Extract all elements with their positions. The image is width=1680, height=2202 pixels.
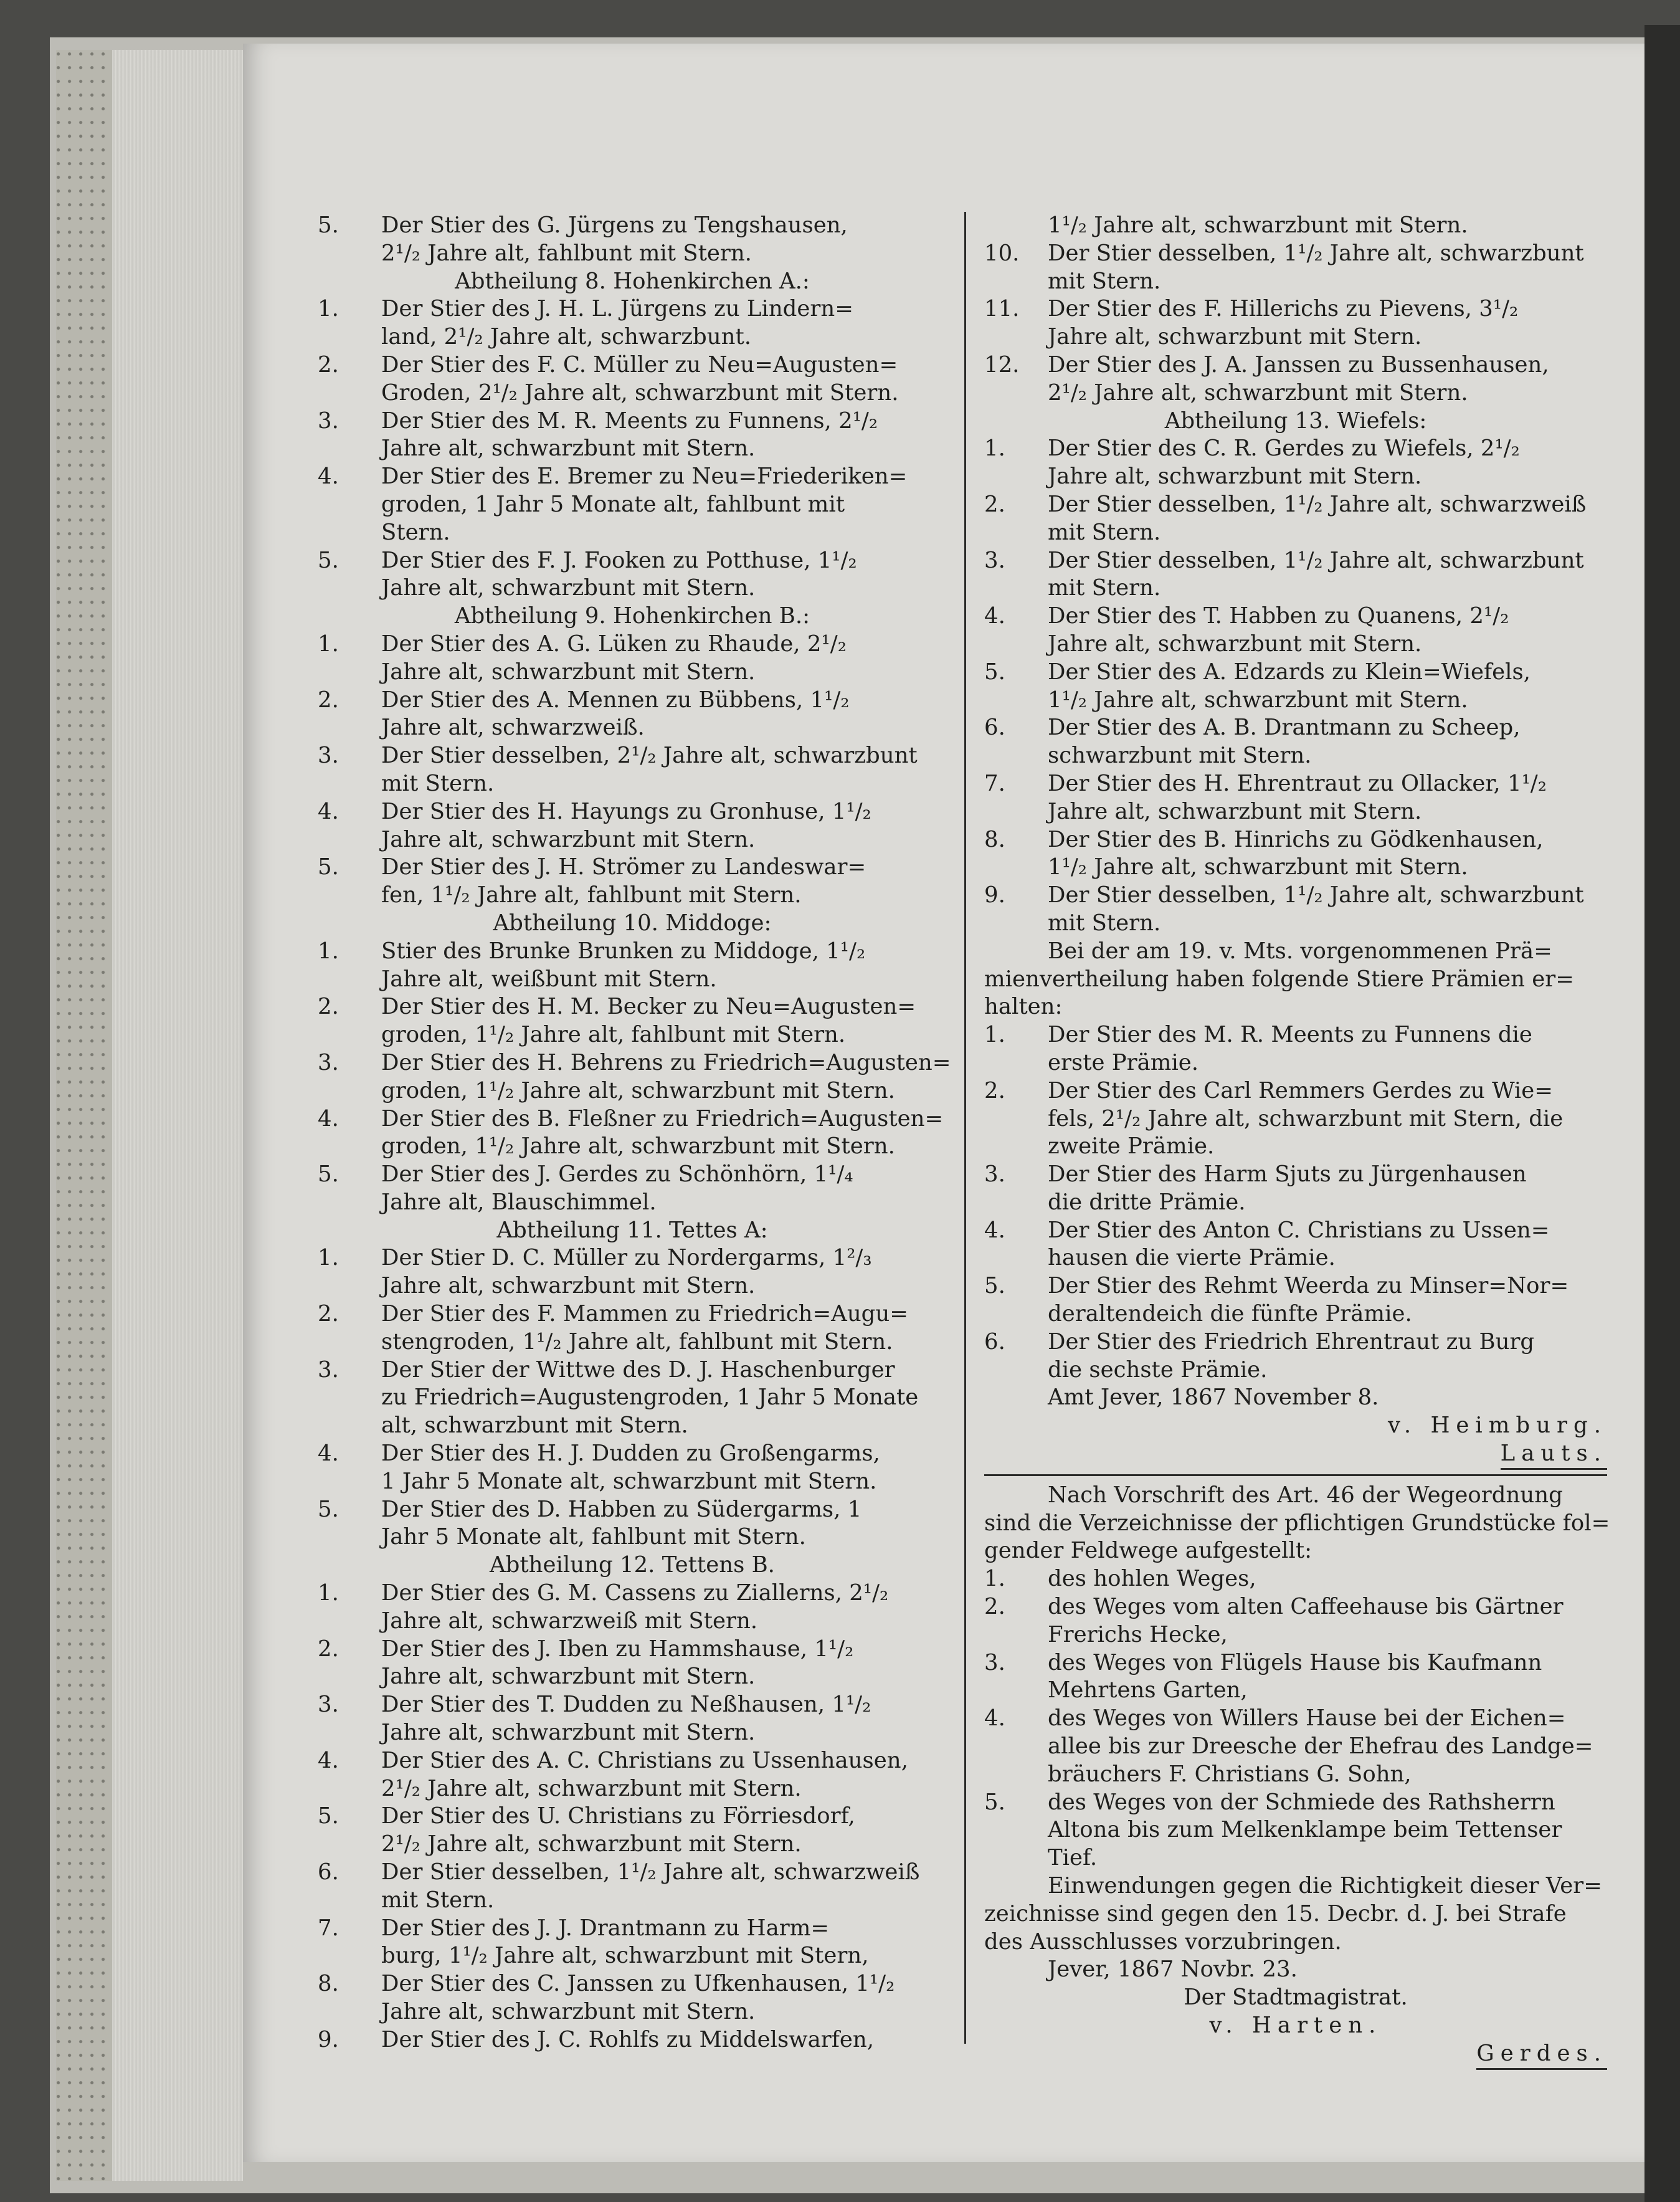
list-item: [984, 1161, 1607, 1189]
list-item: [984, 1789, 1607, 1817]
line-continuation: mit Stern.: [381, 770, 495, 796]
item-text: Der Stier des M. R. Meents zu Funnens, 2¹/₂: [381, 408, 878, 434]
item-text: Der Stier des Anton C. Christians zu Ussen=: [1048, 1217, 1550, 1243]
signature: v. Harten.: [1209, 2013, 1382, 2038]
item-text: Der Stier des D. Habben zu Südergarms, 1: [381, 1496, 862, 1522]
item-text: des Weges von Flügels Hause bis Kaufmann: [1048, 1649, 1542, 1675]
line-continuation: 1¹/₂ Jahre alt, schwarzbunt mit Stern.: [1048, 854, 1468, 880]
list-item: [318, 1300, 947, 1328]
item-number: 4.: [318, 1105, 339, 1132]
item-text: Der Stier des A. B. Drantmann zu Scheep,: [1048, 715, 1521, 741]
item-number: 2.: [984, 1077, 1005, 1103]
line-continuation: groden, 1¹/₂ Jahre alt, schwarzbunt mit Stern.: [381, 1077, 895, 1103]
line-continuation: Jahre alt, schwarzbunt mit Stern.: [381, 1664, 756, 1690]
item-text: Der Stier des B. Fleßner zu Friedrich=Augusten=: [381, 1105, 944, 1132]
item-number: 1.: [318, 631, 339, 657]
item-text: Der Stier des J. J. Drantmann zu Harm=: [381, 1915, 830, 1941]
line-continuation: Jahre alt, schwarzbunt mit Stern.: [1048, 631, 1422, 657]
paragraph-line: Bei der am 19. v. Mts. vorgenommenen Prä=: [1048, 938, 1552, 964]
item-number: 7.: [984, 770, 1005, 796]
item-text: Der Stier desselben, 1¹/₂ Jahre alt, schwarzbunt: [1048, 240, 1584, 266]
item-text: des Weges von Willers Hause bei der Eichen=: [1048, 1705, 1566, 1732]
item-text: Der Stier des J. H. L. Jürgens zu Lindern=: [381, 296, 853, 322]
line-continuation: burg, 1¹/₂ Jahre alt, schwarzbunt mit Stern,: [381, 1943, 869, 1969]
list-item: [318, 1859, 947, 1887]
list-item: [318, 1970, 947, 1998]
line-continuation: 1¹/₂ Jahre alt, schwarzbunt mit Stern.: [1048, 212, 1468, 238]
item-text: Stier des Brunke Brunken zu Middoge, 1¹/₂: [381, 938, 866, 964]
line-continuation: Jahre alt, schwarzbunt mit Stern.: [1048, 798, 1422, 824]
item-number: 5.: [318, 854, 339, 880]
item-number: 4.: [984, 1705, 1005, 1732]
item-text: Der Stier des F. C. Müller zu Neu=Augusten=: [381, 351, 898, 378]
item-number: 4.: [318, 1441, 339, 1467]
list-item: [318, 938, 947, 966]
list-item: [984, 295, 1607, 323]
list-item: [318, 1803, 947, 1831]
line-continuation: mit Stern.: [1048, 575, 1161, 601]
item-number: 2.: [318, 994, 339, 1020]
line-continuation: schwarzbunt mit Stern.: [1048, 743, 1312, 769]
item-text: Der Stier des J. A. Janssen zu Bussenhausen,: [1048, 351, 1549, 378]
item-number: 12.: [984, 351, 1020, 378]
list-item: [984, 1565, 1607, 1593]
item-number: 10.: [984, 240, 1020, 266]
line-continuation: mit Stern.: [1048, 910, 1161, 936]
item-text: Der Stier des F. Hillerichs zu Pievens, 3¹/₂: [1048, 296, 1519, 322]
item-text: Der Stier D. C. Müller zu Nordergarms, 1²/₃: [381, 1245, 872, 1271]
line-continuation: Jahre alt, Blauschimmel.: [381, 1189, 657, 1215]
line-continuation: Jahre alt, schwarzbunt mit Stern.: [381, 826, 756, 852]
list-item: [984, 1705, 1607, 1733]
authority-line: Der Stadtmagistrat.: [1184, 1985, 1408, 2011]
item-text: Der Stier des J. Gerdes zu Schönhörn, 1¹/₄: [381, 1161, 853, 1188]
list-item: [318, 1161, 947, 1189]
item-text: Der Stier des A. C. Christians zu Ussenhausen,: [381, 1747, 908, 1773]
list-item: [984, 240, 1607, 268]
section-heading: Abtheilung 13. Wiefels:: [1164, 408, 1427, 434]
line-continuation: 1¹/₂ Jahre alt, schwarzbunt mit Stern.: [1048, 687, 1468, 713]
section-heading: Abtheilung 12. Tettens B.: [490, 1552, 775, 1578]
item-number: 4.: [318, 464, 339, 490]
list-item: [984, 603, 1607, 631]
line-continuation: groden, 1¹/₂ Jahre alt, fahlbunt mit Stern.: [381, 1022, 846, 1048]
item-text: Der Stier des J. Iben zu Hammshause, 1¹/₂: [381, 1636, 854, 1662]
paragraph-line: halten:: [984, 994, 1063, 1020]
list-item: [318, 351, 947, 379]
item-number: 1.: [318, 296, 339, 322]
item-text: Der Stier des H. Behrens zu Friedrich=Augusten=: [381, 1049, 951, 1075]
line-continuation: Jahre alt, schwarzbunt mit Stern.: [381, 1999, 756, 2024]
item-number: 1.: [984, 1566, 1005, 1592]
signature: v. Heimburg.: [1388, 1413, 1607, 1439]
list-item: [318, 295, 947, 323]
line-continuation: Jahre alt, schwarzbunt mit Stern.: [381, 436, 756, 462]
list-item: [318, 1440, 947, 1468]
line-continuation: bräuchers F. Christians G. Sohn,: [1048, 1761, 1412, 1787]
signature: [984, 2040, 1607, 2068]
paragraph-line: Nach Vorschrift des Art. 46 der Wegeordnung: [1048, 1482, 1563, 1508]
list-item: [318, 2026, 947, 2054]
item-number: 3.: [318, 408, 339, 434]
item-text: des hohlen Weges,: [1048, 1566, 1256, 1592]
section-heading: Abtheilung 10. Middoge:: [493, 910, 772, 936]
item-text: Der Stier des U. Christians zu Förriesdorf,: [381, 1803, 855, 1829]
item-number: 2.: [984, 1594, 1005, 1620]
line-continuation: Jahre alt, schwarzbunt mit Stern.: [381, 1720, 756, 1746]
item-text: Der Stier des Rehmt Weerda zu Minser=Nor=: [1048, 1273, 1569, 1299]
list-item: [984, 1649, 1607, 1677]
item-text: Der Stier des Harm Sjuts zu Jürgenhausen: [1048, 1161, 1527, 1188]
column-divider: [964, 212, 966, 2044]
item-text: des Weges von der Schmiede des Rathsherrn: [1048, 1789, 1555, 1815]
scan-background: [1644, 25, 1680, 2202]
item-text: Der Stier des H. J. Dudden zu Großengarms,: [381, 1441, 880, 1467]
signature-text: Lauts.: [1501, 1440, 1607, 1470]
item-number: 6.: [318, 1859, 339, 1885]
item-text: Der Stier des C. R. Gerdes zu Wiefels, 2¹/₂: [1048, 436, 1520, 462]
list-item: [984, 547, 1607, 575]
item-text: Der Stier des F. J. Fooken zu Potthuse, 1¹/₂: [381, 547, 857, 573]
item-text: Der Stier des H. Ehrentraut zu Ollacker, 1¹/₂: [1048, 770, 1547, 796]
section-heading: Abtheilung 9. Hohenkirchen B.:: [454, 603, 810, 629]
line-continuation: 2¹/₂ Jahre alt, fahlbunt mit Stern.: [381, 240, 752, 266]
item-number: 7.: [318, 1915, 339, 1941]
item-number: 3.: [318, 1049, 339, 1075]
line-continuation: mit Stern.: [381, 1887, 495, 1913]
line-continuation: Stern.: [381, 519, 450, 545]
item-text: Der Stier des B. Hinrichs zu Gödkenhausen,: [1048, 826, 1544, 852]
item-number: 3.: [318, 743, 339, 769]
line-continuation: Jahre alt, schwarzbunt mit Stern.: [1048, 324, 1422, 350]
item-text: Der Stier des E. Bremer zu Neu=Friederiken=: [381, 464, 908, 490]
line-continuation: groden, 1 Jahr 5 Monate alt, fahlbunt mit: [381, 491, 845, 517]
item-number: 3.: [318, 1356, 339, 1383]
section-heading: Abtheilung 11. Tettes A:: [496, 1217, 768, 1243]
item-text: Der Stier des H. Hayungs zu Gronhuse, 1¹/₂: [381, 798, 871, 824]
item-text: Der Stier des J. H. Strömer zu Landeswar=: [381, 854, 866, 880]
item-text: Der Stier des T. Dudden zu Neßhausen, 1¹/₂: [381, 1692, 871, 1718]
item-number: 5.: [318, 1161, 339, 1188]
list-item: [318, 547, 947, 575]
list-item: [984, 1217, 1607, 1245]
list-item: [318, 1580, 947, 1608]
paragraph-line: sind die Verzeichnisse der pflichtigen Grundstücke fol=: [984, 1510, 1610, 1536]
item-text: Der Stier des A. Mennen zu Bübbens, 1¹/₂: [381, 687, 850, 713]
line-continuation: Jahre alt, schwarzbunt mit Stern.: [381, 659, 756, 685]
line-continuation: 2¹/₂ Jahre alt, schwarzbunt mit Stern.: [381, 1831, 802, 1857]
list-item: [318, 854, 947, 882]
item-number: 8.: [318, 1971, 339, 1997]
item-text: Der Stier des T. Habben zu Quanens, 2¹/₂: [1048, 603, 1509, 629]
line-continuation: Jahre alt, schwarzweiß mit Stern.: [381, 1608, 758, 1634]
list-item: [318, 798, 947, 826]
list-item: [318, 212, 947, 240]
paragraph-line: Jever, 1867 Novbr. 23.: [1048, 1957, 1298, 1983]
item-number: 6.: [984, 715, 1005, 741]
line-continuation: Jahre alt, schwarzweiß.: [381, 715, 645, 741]
item-text: Der Stier des G. M. Cassens zu Ziallerns, 2¹/₂: [381, 1580, 889, 1606]
item-text: Der Stier des J. C. Rohlfs zu Middelswarfen,: [381, 2026, 875, 2052]
list-item: [318, 1691, 947, 1719]
item-text: Der Stier desselben, 1¹/₂ Jahre alt, schwarzweiß: [381, 1859, 920, 1885]
item-text: Der Stier des F. Mammen zu Friedrich=Augu=: [381, 1301, 909, 1327]
line-continuation: die dritte Prämie.: [1048, 1189, 1246, 1215]
line-continuation: Jahre alt, weißbunt mit Stern.: [381, 966, 717, 992]
line-continuation: die sechste Prämie.: [1048, 1356, 1268, 1383]
list-item: [984, 770, 1607, 798]
paragraph-line: Einwendungen gegen die Richtigkeit dieser Ver=: [1048, 1873, 1602, 1899]
item-number: 4.: [318, 1747, 339, 1773]
item-text: Der Stier der Wittwe des D. J. Haschenburger: [381, 1356, 895, 1383]
list-item: [318, 1105, 947, 1133]
list-item: [318, 1356, 947, 1385]
list-item: [984, 882, 1607, 910]
line-continuation: stengroden, 1¹/₂ Jahre alt, fahlbunt mit Stern.: [381, 1328, 893, 1355]
item-number: 5.: [318, 1803, 339, 1829]
item-text: Der Stier des M. R. Meents zu Funnens die: [1048, 1022, 1532, 1048]
line-continuation: hausen die vierte Prämie.: [1048, 1245, 1336, 1271]
item-text: Der Stier des A. G. Lüken zu Rhaude, 2¹/₂: [381, 631, 847, 657]
line-continuation: 1 Jahr 5 Monate alt, schwarzbunt mit Stern.: [381, 1468, 877, 1494]
item-number: 1.: [984, 436, 1005, 462]
item-number: 8.: [984, 826, 1005, 852]
list-item: [318, 1496, 947, 1524]
item-text: Der Stier desselben, 2¹/₂ Jahre alt, schwarzbunt: [381, 743, 918, 769]
list-item: [984, 826, 1607, 854]
item-text: Der Stier des A. Edzards zu Klein=Wiefels,: [1048, 659, 1531, 685]
item-number: 5.: [984, 1789, 1005, 1815]
item-number: 2.: [318, 1301, 339, 1327]
item-number: 5.: [984, 1273, 1005, 1299]
list-item: [984, 714, 1607, 742]
item-number: 2.: [318, 687, 339, 713]
line-continuation: Jahre alt, schwarzbunt mit Stern.: [381, 575, 756, 601]
line-continuation: groden, 1¹/₂ Jahre alt, schwarzbunt mit Stern.: [381, 1133, 895, 1160]
line-continuation: zu Friedrich=Augustengroden, 1 Jahr 5 Monate: [381, 1385, 919, 1411]
item-number: 1.: [318, 1245, 339, 1271]
item-number: 5.: [318, 1496, 339, 1522]
line-continuation: allee bis zur Dreesche der Ehefrau des Landge=: [1048, 1733, 1593, 1760]
list-item: [984, 1272, 1607, 1300]
list-item: [318, 1747, 947, 1775]
list-item: [318, 687, 947, 715]
left-column: [318, 212, 951, 2054]
line-continuation: deraltendeich die fünfte Prämie.: [1048, 1301, 1412, 1327]
item-text: Der Stier des C. Janssen zu Ufkenhausen, 1¹/₂: [381, 1971, 895, 1997]
list-item: [318, 1244, 947, 1272]
line-continuation: Altona bis zum Melkenklampe beim Tettenser: [1048, 1817, 1562, 1843]
item-text: des Weges vom alten Caffeehause bis Gärtner: [1048, 1594, 1564, 1620]
line-continuation: Groden, 2¹/₂ Jahre alt, schwarzbunt mit Stern.: [381, 379, 899, 406]
item-text: Der Stier desselben, 1¹/₂ Jahre alt, schwarzweiß: [1048, 491, 1587, 517]
list-item: [318, 742, 947, 770]
paragraph-line: gender Feldwege aufgestellt:: [984, 1538, 1312, 1564]
line-continuation: erste Prämie.: [1048, 1049, 1199, 1075]
line-continuation: Frerichs Hecke,: [1048, 1621, 1228, 1647]
item-text: Der Stier des G. Jürgens zu Tengshausen,: [381, 212, 848, 238]
item-number: 3.: [984, 1649, 1005, 1675]
item-number: 1.: [318, 1580, 339, 1606]
item-number: 4.: [984, 603, 1005, 629]
item-text: Der Stier desselben, 1¹/₂ Jahre alt, schwarzbunt: [1048, 882, 1584, 908]
line-continuation: Jahr 5 Monate alt, fahlbunt mit Stern.: [381, 1524, 806, 1550]
line-continuation: Mehrtens Garten,: [1048, 1677, 1248, 1704]
right-column: [984, 212, 1610, 2068]
item-number: 3.: [318, 1692, 339, 1718]
item-number: 1.: [318, 938, 339, 964]
list-item: [318, 631, 947, 659]
line-continuation: zweite Prämie.: [1048, 1133, 1215, 1160]
line-continuation: Jahre alt, schwarzbunt mit Stern.: [381, 1273, 756, 1299]
line-continuation: 2¹/₂ Jahre alt, schwarzbunt mit Stern.: [1048, 379, 1468, 406]
item-text: Der Stier des Carl Remmers Gerdes zu Wie=: [1048, 1077, 1554, 1103]
list-item: [984, 1328, 1607, 1356]
list-item: [984, 1021, 1607, 1049]
list-item: [318, 463, 947, 491]
item-number: 4.: [318, 798, 339, 824]
item-number: 2.: [984, 491, 1005, 517]
line-continuation: mit Stern.: [1048, 268, 1161, 294]
item-number: 2.: [318, 351, 339, 378]
list-item: [984, 1593, 1607, 1621]
list-item: [984, 491, 1607, 519]
item-number: 11.: [984, 296, 1020, 322]
item-number: 3.: [984, 1161, 1005, 1188]
list-item: [984, 1077, 1607, 1105]
book-cover-edge: [56, 50, 112, 2181]
list-item: [318, 408, 947, 436]
item-number: 5.: [984, 659, 1005, 685]
list-item: [318, 1636, 947, 1664]
item-number: 2.: [318, 1636, 339, 1662]
item-number: 4.: [984, 1217, 1005, 1243]
paragraph-line: Amt Jever, 1867 November 8.: [1048, 1385, 1379, 1411]
list-item: [984, 435, 1607, 463]
line-continuation: Jahre alt, schwarzbunt mit Stern.: [1048, 464, 1422, 490]
line-continuation: alt, schwarzbunt mit Stern.: [381, 1413, 688, 1439]
line-continuation: fen, 1¹/₂ Jahre alt, fahlbunt mit Stern.: [381, 882, 802, 908]
list-item: [318, 1915, 947, 1943]
signature-text: Gerdes.: [1476, 2040, 1607, 2070]
list-item: [984, 351, 1607, 379]
item-number: 9.: [318, 2026, 339, 2052]
line-continuation: mit Stern.: [1048, 519, 1161, 545]
line-continuation: land, 2¹/₂ Jahre alt, schwarzbunt.: [381, 324, 752, 350]
line-continuation: fels, 2¹/₂ Jahre alt, schwarzbunt mit Stern, die: [1048, 1105, 1564, 1132]
list-item: [984, 659, 1607, 687]
list-item: [318, 1049, 951, 1077]
section-heading: Abtheilung 8. Hohenkirchen A.:: [455, 268, 810, 294]
item-number: 6.: [984, 1328, 1005, 1355]
item-number: 1.: [984, 1022, 1005, 1048]
item-number: 5.: [318, 547, 339, 573]
signature: [984, 1440, 1607, 1468]
item-number: 3.: [984, 547, 1005, 573]
item-text: Der Stier desselben, 1¹/₂ Jahre alt, schwarzbunt: [1048, 547, 1584, 573]
item-text: Der Stier des H. M. Becker zu Neu=Augusten=: [381, 994, 916, 1020]
list-item: [318, 993, 947, 1021]
line-continuation: 2¹/₂ Jahre alt, schwarzbunt mit Stern.: [381, 1775, 802, 1801]
paragraph-line: mienvertheilung haben folgende Stiere Prämien er=: [984, 966, 1575, 992]
line-continuation: Tief.: [1048, 1845, 1098, 1871]
section-rule: [984, 1468, 1607, 1482]
paragraph-line: des Ausschlusses vorzubringen.: [984, 1928, 1342, 1955]
item-number: 5.: [318, 212, 339, 238]
item-number: 9.: [984, 882, 1005, 908]
paragraph-line: zeichnisse sind gegen den 15. Decbr. d. J. bei Strafe: [984, 1900, 1567, 1927]
item-text: Der Stier des Friedrich Ehrentraut zu Burg: [1048, 1328, 1535, 1355]
